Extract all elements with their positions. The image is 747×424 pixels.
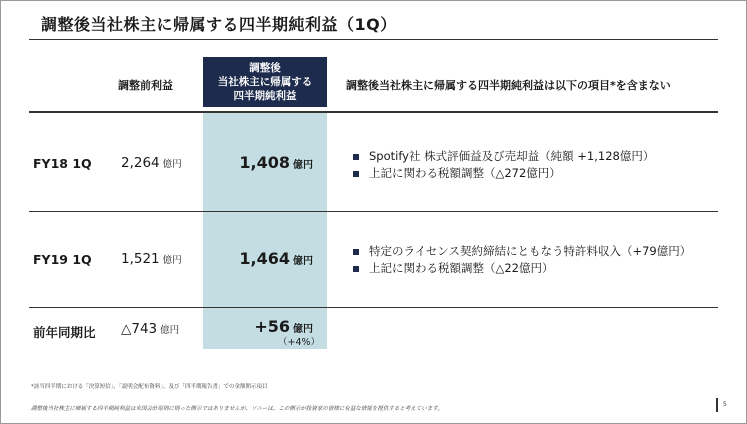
page-number-bar [716, 398, 718, 412]
adjusted-value-number: +56 [254, 317, 290, 336]
disclaimer: 調整後当社株主に帰属する四半期純利益は米国会計原則に則った開示ではありませんが、ソニーは、この開示が投資家の皆様に有益な情報を提供すると考えています。 [31, 406, 443, 412]
pre-value-number: △743 [121, 321, 158, 337]
adjusted-yoy-percent: （+4%） [278, 337, 321, 348]
bullet-square-icon [353, 249, 359, 255]
slide-title: 調整後当社株主に帰属する四半期純利益（1Q） [41, 15, 397, 34]
pre-value-number: 2,264 [121, 155, 160, 171]
exclusion-list-fy18 [353, 148, 654, 182]
column-header-exclusions: 調整後当社株主に帰属する四半期純利益は以下の項目*を含まない [346, 79, 671, 92]
row-divider-1 [29, 211, 718, 212]
bullet-square-icon [353, 154, 359, 160]
bullet-square-icon [353, 171, 359, 177]
list-item: Spotify社 株式評価益及び売却益（純額 +1,128億円） [353, 148, 654, 165]
highlight-header-line-1: 調整後 [249, 62, 281, 74]
exclusion-list-fy19 [353, 243, 691, 277]
highlight-header-line-3: 四半期純利益 [233, 90, 297, 102]
page-number: 5 [723, 401, 727, 408]
pre-value-unit: 億円 [162, 159, 182, 170]
pre-value-fy18 [121, 155, 182, 171]
row-label-fy18: FY18 1Q [33, 156, 92, 171]
adjusted-value-fy19 [239, 249, 313, 268]
adjusted-value-number: 1,408 [239, 153, 290, 172]
footnote: *該当四半期における「決算短信」、「説明会配布資料」、及び「四半期報告書」での金額開示項目 [31, 384, 268, 390]
highlight-header-line-2: 当社株主に帰属する [217, 76, 313, 88]
pre-value-unit: 億円 [162, 255, 182, 266]
list-item: 上記に関わる税額調整（△272億円） [353, 165, 654, 182]
pre-value-number: 1,521 [121, 251, 160, 267]
pre-value-unit: 億円 [160, 325, 180, 336]
header-divider [29, 111, 718, 113]
adjusted-value-unit: 億円 [293, 256, 313, 267]
adjusted-value-number: 1,464 [239, 249, 290, 268]
pre-value-fy19 [121, 251, 182, 267]
adjusted-value-unit: 億円 [293, 324, 313, 335]
list-item: 上記に関わる税額調整（△22億円） [353, 260, 691, 277]
adjusted-value-fy18 [239, 153, 313, 172]
list-item: 特定のライセンス契約締結にともなう特許料収入（+79億円） [353, 243, 691, 260]
highlight-column-header [203, 57, 327, 107]
bullet-square-icon [353, 266, 359, 272]
pre-value-yoy [121, 321, 179, 337]
row-label-fy19: FY19 1Q [33, 252, 92, 267]
highlight-column-background [203, 113, 327, 349]
row-divider-2 [29, 307, 718, 308]
column-header-adjusted-pre: 調整前利益 [118, 79, 173, 92]
row-label-yoy: 前年同期比 [33, 325, 96, 340]
title-underline [29, 39, 718, 40]
adjusted-value-unit: 億円 [293, 160, 313, 171]
